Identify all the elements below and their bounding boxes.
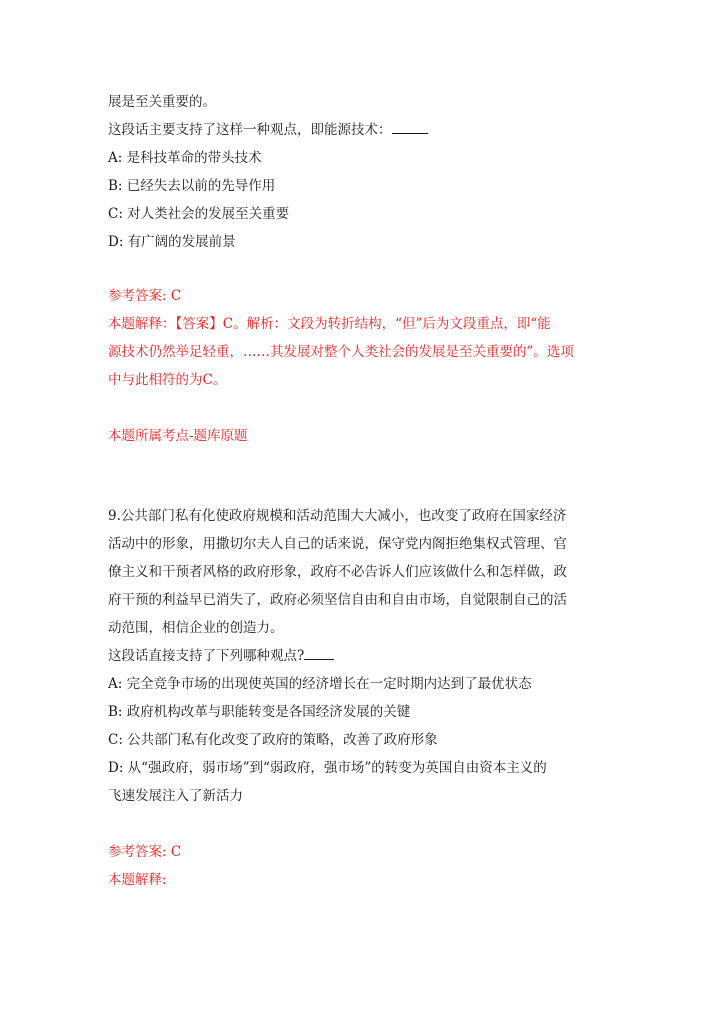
q9-explanation-label: 本题解释: — [108, 872, 167, 888]
q9-option-a: A: 完全竞争市场的出现使英国的经济增长在一定时期内达到了最优状态 — [108, 676, 532, 692]
q9-stem-line-5: 动范围，相信企业的创造力。 — [108, 620, 284, 636]
q9-prompt-text: 这段话直接支持了下列哪种观点? — [108, 648, 305, 664]
q8-option-c: C: 对人类社会的发展至关重要 — [108, 206, 290, 222]
document-page — [108, 88, 618, 894]
q9-stem-line-2: 活动中的形象，用撒切尔夫人自己的话来说，保守党内阁拒绝集权式管理、官 — [108, 536, 567, 552]
q9-stem-line-3: 僚主义和干预者风格的政府形象，政府不必告诉人们应该做什么和怎样做，政 — [108, 564, 567, 580]
q9-option-d: D: 从“强政府，弱市场”到“弱政府，强市场”的转变为英国自由资本主义的 — [108, 760, 547, 776]
q9-stem-line-1: 9.公共部门私有化使政府规模和活动范围大大减小，也改变了政府在国家经济 — [108, 508, 567, 524]
q8-stem-tail: 展是至关重要的。 — [108, 94, 216, 110]
q8-answer: 参考答案: C — [108, 288, 182, 304]
q8-prompt — [108, 116, 618, 144]
q8-option-b: B: 已经失去以前的先导作用 — [108, 178, 276, 194]
q8-explanation-line-3: 中与此相符的为C。 — [108, 372, 227, 388]
answer-blank — [392, 119, 428, 134]
q8-option-a: A: 是科技革命的带头技术 — [108, 150, 262, 166]
q8-explanation-line-1: 本题解释：【答案】C。解析：文段为转折结构，“但”后为文段重点，即“能 — [108, 316, 551, 332]
q9-option-b: B: 政府机构改革与职能转变是各国经济发展的关键 — [108, 704, 411, 720]
q8-explanation-line-2: 源技术仍然举足轻重，……其发展对整个人类社会的发展是至关重要的”。选项 — [108, 344, 574, 360]
q8-prompt-text: 这段话主要支持了这样一种观点，即能源技术： — [108, 122, 392, 138]
q9-option-c: C: 公共部门私有化改变了政府的策略，改善了政府形象 — [108, 732, 438, 748]
q9-option-d-continuation: 飞速发展注入了新活力 — [108, 788, 243, 804]
answer-blank — [304, 645, 334, 660]
q9-stem-line-4: 府干预的利益早已消失了，政府必须坚信自由和自由市场，自觉限制自己的活 — [108, 592, 567, 608]
q8-source: 本题所属考点-题库原题 — [108, 428, 248, 444]
q8-option-d: D: 有广阔的发展前景 — [108, 234, 236, 250]
q9-prompt — [108, 642, 618, 670]
q9-answer: 参考答案: C — [108, 844, 182, 860]
